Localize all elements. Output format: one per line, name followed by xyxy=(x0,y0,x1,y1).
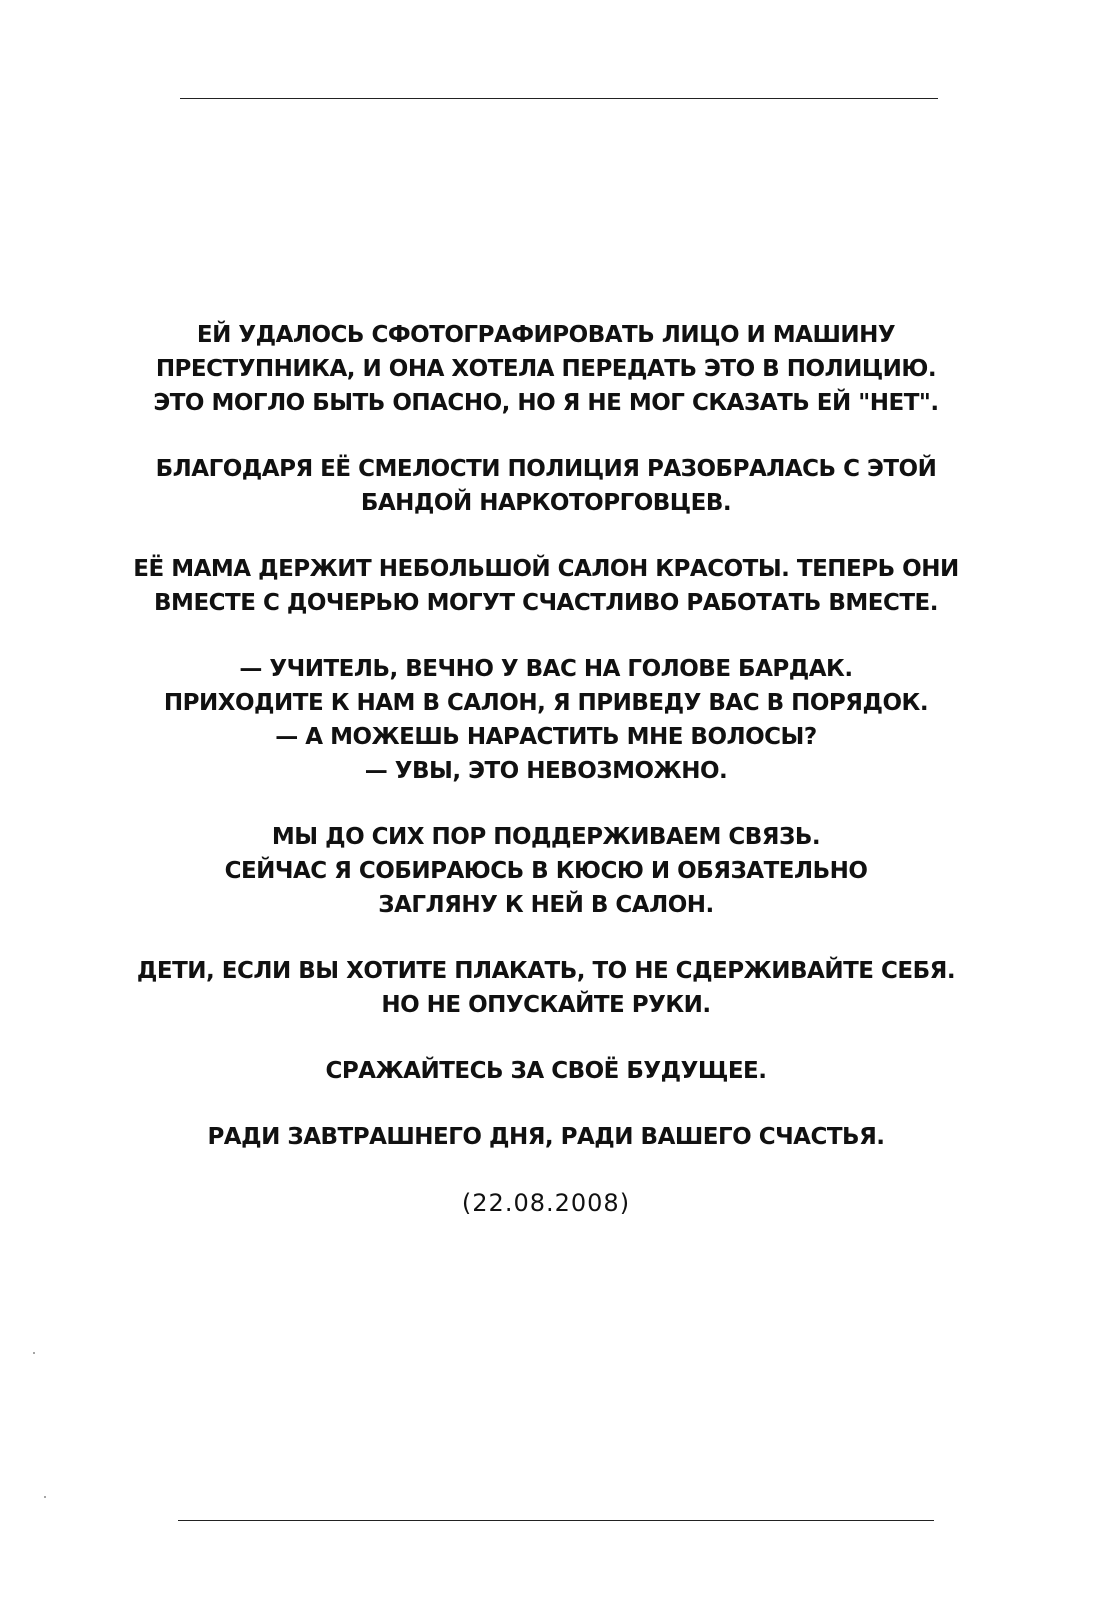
text-line: БЛАГОДАРЯ ЕЁ СМЕЛОСТИ ПОЛИЦИЯ РАЗОБРАЛАСЬ С ЭТОЙ xyxy=(155,456,937,482)
text-line: БАНДОЙ НАРКОТОРГОВЦЕВ. xyxy=(360,490,732,516)
dialogue-line: ПРИХОДИТЕ К НАМ В САЛОН, Я ПРИВЕДУ ВАС В ПОРЯДОК. xyxy=(163,690,929,716)
paragraph-fight xyxy=(60,1054,1032,1088)
text-line: ПРЕСТУПНИКА, И ОНА ХОТЕЛА ПЕРЕДАТЬ ЭТО В ПОЛИЦИЮ. xyxy=(155,356,937,382)
dialogue-line: — УЧИТЕЛЬ, ВЕЧНО У ВАС НА ГОЛОВЕ БАРДАК. xyxy=(239,656,853,682)
text-line: СРАЖАЙТЕСЬ ЗА СВОЁ БУДУЩЕЕ. xyxy=(325,1058,767,1084)
paragraph-contact xyxy=(60,820,1032,922)
top-divider xyxy=(180,98,938,99)
text-line: НО НЕ ОПУСКАЙТЕ РУКИ. xyxy=(381,992,711,1018)
dialogue-line: — УВЫ, ЭТО НЕВОЗМОЖНО. xyxy=(364,758,728,784)
text-line: ЕЙ УДАЛОСЬ СФОТОГРАФИРОВАТЬ ЛИЦО И МАШИНУ xyxy=(196,322,896,348)
text-line: ВМЕСТЕ С ДОЧЕРЬЮ МОГУТ СЧАСТЛИВО РАБОТАТЬ ВМЕСТЕ. xyxy=(154,590,938,616)
paragraph-salon xyxy=(60,552,1032,620)
dialogue-line: — А МОЖЕШЬ НАРАСТИТЬ МНЕ ВОЛОСЫ? xyxy=(275,724,817,750)
scan-speck xyxy=(33,1352,35,1354)
date-stamp xyxy=(60,1186,1032,1220)
paragraph-photo xyxy=(60,318,1032,420)
paragraph-children xyxy=(60,954,1032,1022)
text-line: ЕЁ МАМА ДЕРЖИТ НЕБОЛЬШОЙ САЛОН КРАСОТЫ. ТЕПЕРЬ ОНИ xyxy=(133,556,959,582)
bottom-divider xyxy=(178,1520,934,1521)
text-line: ДЕТИ, ЕСЛИ ВЫ ХОТИТЕ ПЛАКАТЬ, ТО НЕ СДЕРЖИВАЙТЕ СЕБЯ. xyxy=(136,958,956,984)
scan-speck xyxy=(44,1496,46,1498)
text-line: МЫ ДО СИХ ПОР ПОДДЕРЖИВАЕМ СВЯЗЬ. xyxy=(271,824,821,850)
text-line: ЗАГЛЯНУ К НЕЙ В САЛОН. xyxy=(378,892,714,918)
text-line: РАДИ ЗАВТРАШНЕГО ДНЯ, РАДИ ВАШЕГО СЧАСТЬЯ. xyxy=(207,1124,885,1150)
date-text: (22.08.2008) xyxy=(461,1189,631,1217)
paragraph-tomorrow xyxy=(60,1120,1032,1154)
text-line: СЕЙЧАС Я СОБИРАЮСЬ В КЮСЮ И ОБЯЗАТЕЛЬНО xyxy=(224,858,868,884)
text-line: ЭТО МОГЛО БЫТЬ ОПАСНО, НО Я НЕ МОГ СКАЗАТЬ ЕЙ "НЕТ". xyxy=(153,390,939,416)
paragraph-police xyxy=(60,452,1032,520)
paragraph-dialogue xyxy=(60,652,1032,788)
afterword-text xyxy=(60,318,1032,1252)
